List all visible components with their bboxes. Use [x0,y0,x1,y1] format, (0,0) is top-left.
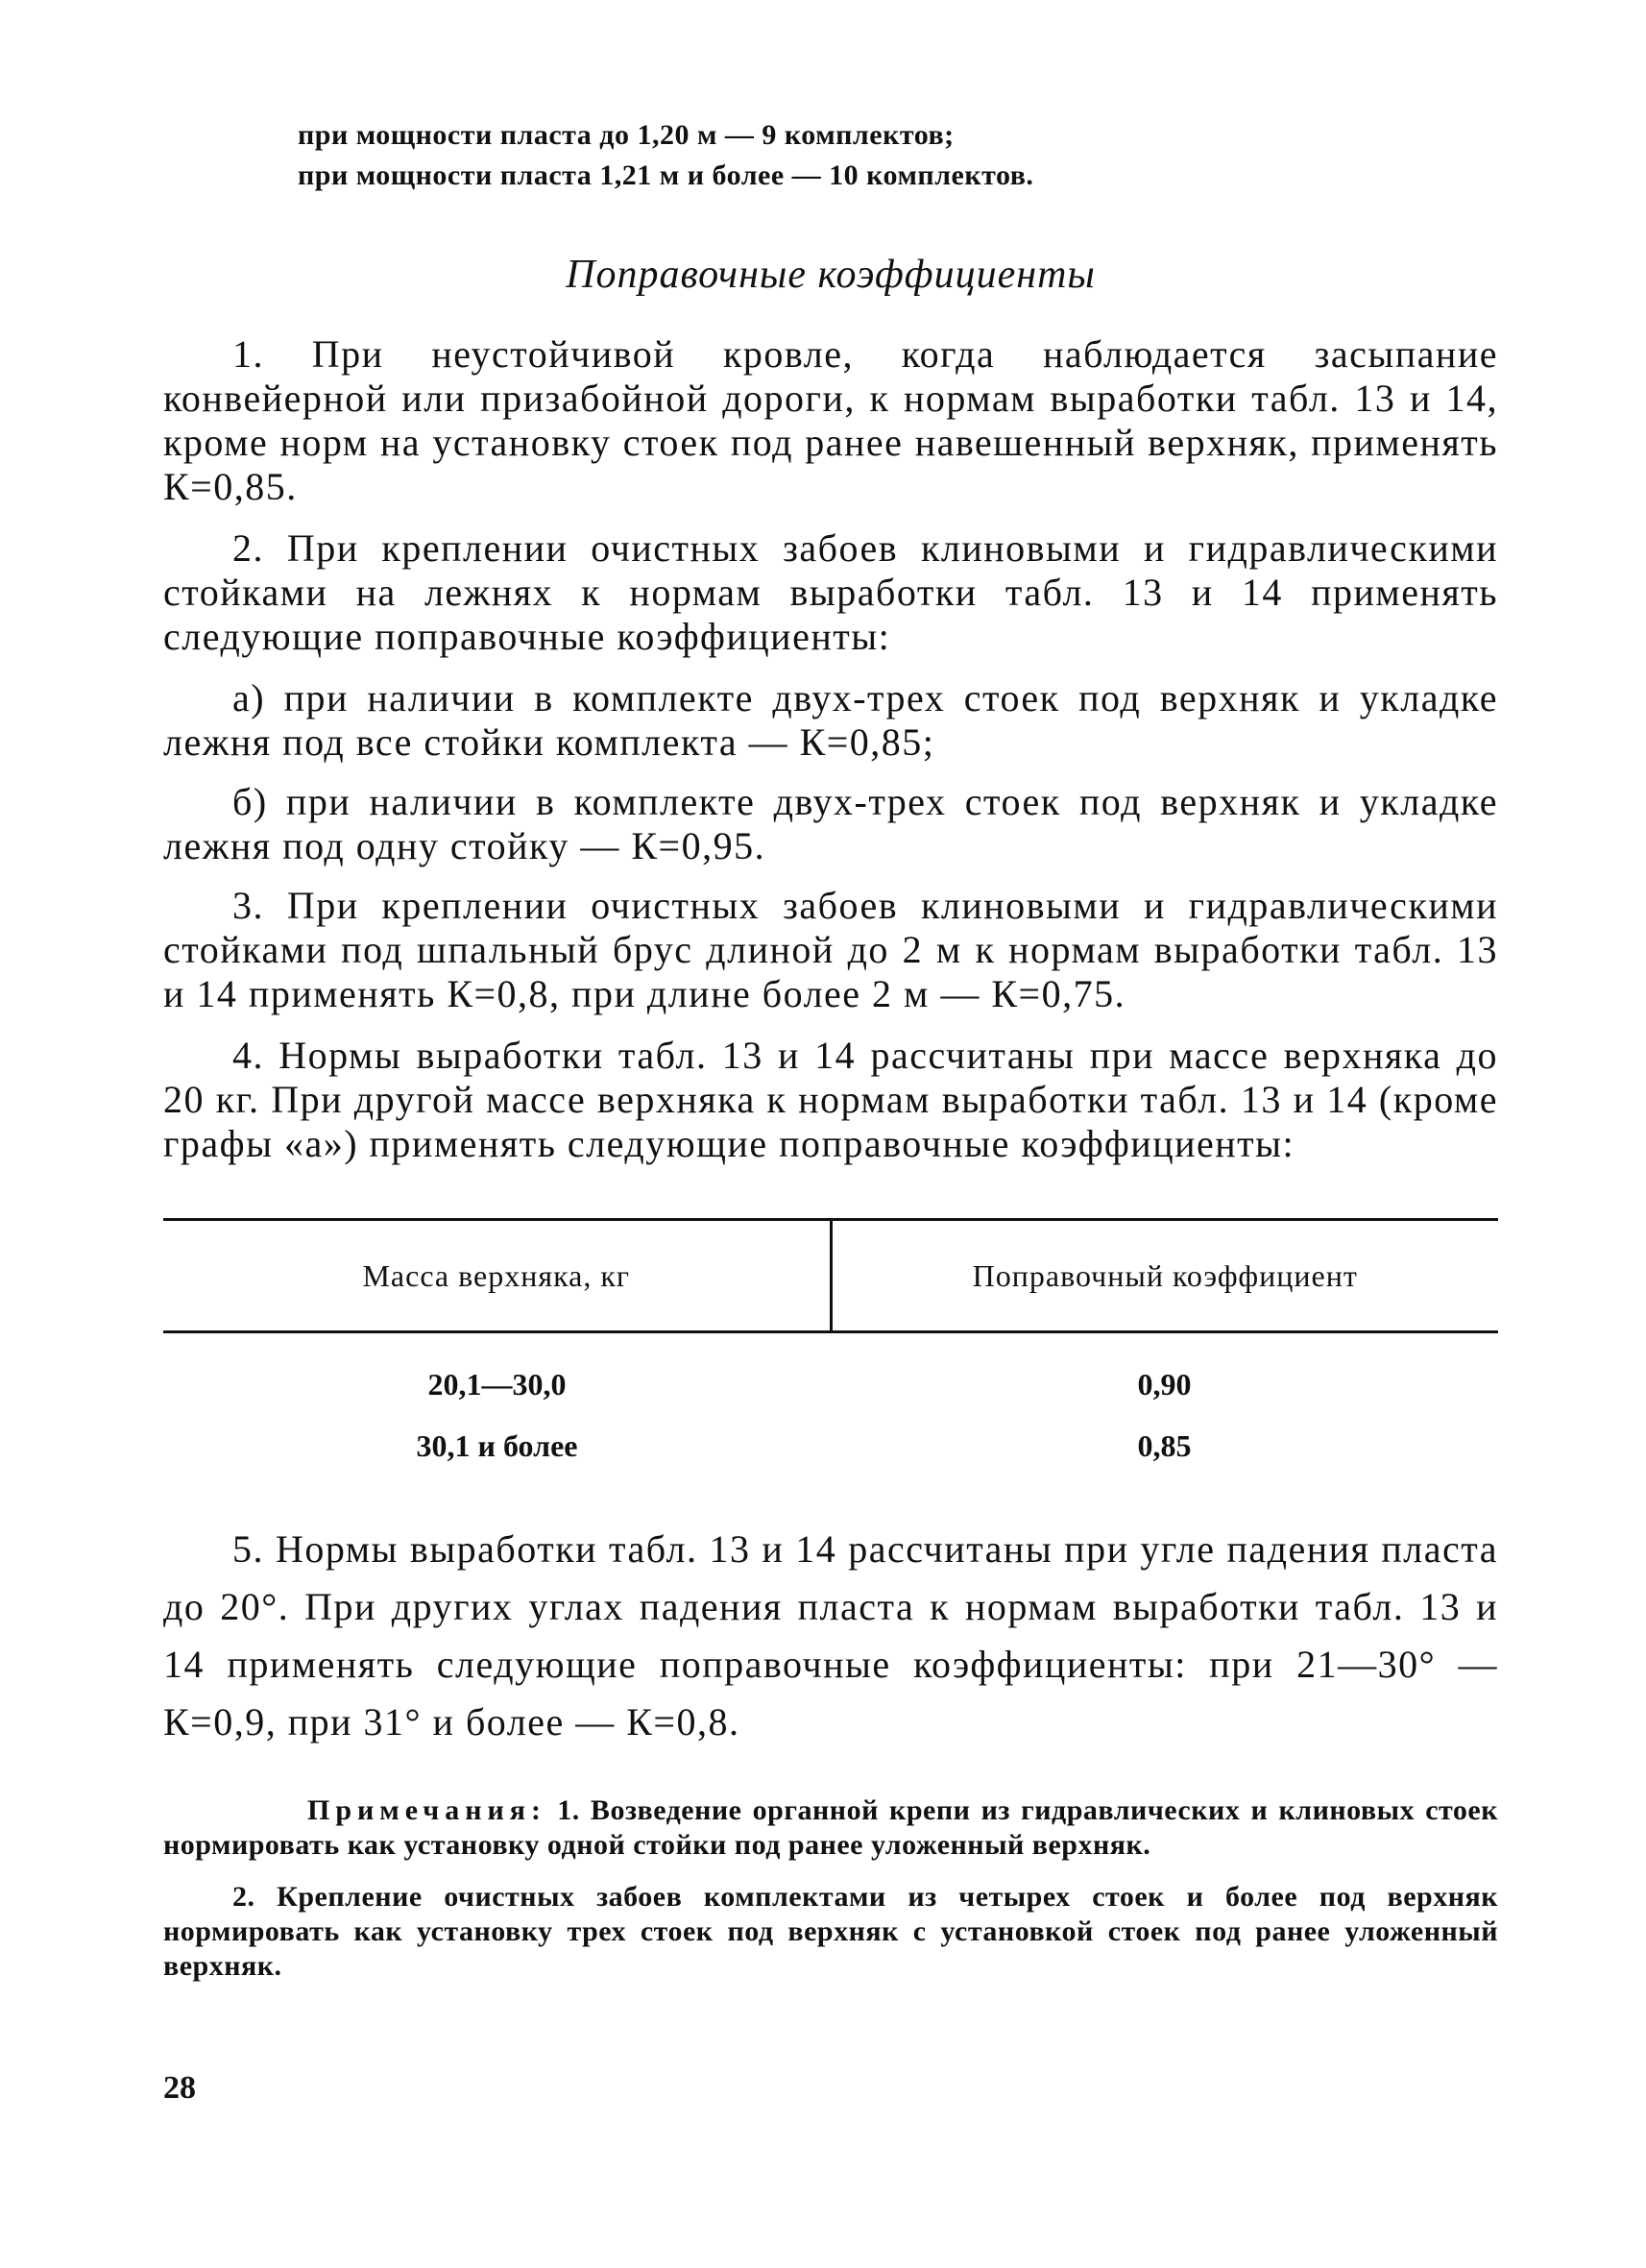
paragraph-1: 1. При неустойчивой кровле, когда наблюдается засыпание конвейерной или призабойной дороги, к нормам выработки табл. 13 и 14, кроме норм на установку стоек под ранее навешенный верхняк, применять К=0,85. [163,332,1498,508]
note-1 [163,1793,1498,1863]
paragraph-3: 3. При креплении очистных забоев клиновыми и гидравлическими стойками под шпальный брус длиной до 2 м к нормам выработки табл. 13 и 14 применять К=0,8, при длине более 2 м — К=0,75. [163,884,1498,1015]
note-2: 2. Крепление очистных забоев комплектами из четырех стоек и более под верхняк нормировать как установку трех стоек под верхняк с установкой стоек под ранее уложенный верхняк. [163,1881,1498,1982]
intro-lines [298,115,1498,196]
header-mass: Масса верхняка, кг [163,1220,831,1332]
notes-label: Примечания: [307,1794,547,1826]
paragraph-2: 2. При креплении очистных забоев клиновыми и гидравлическими стойками на лежнях к нормам выработки табл. 13 и 14 применять следующие поправочные коэффициенты: [163,526,1498,658]
paragraph-5: 5. Нормы выработки табл. 13 и 14 рассчитаны при угле падения пласта до 20°. При других углах падения пласта к нормам выработки табл. 13 и 14 применять следующие поправочные коэффициенты: при 21—30° — К=0,9, при 31° и более — К=0,8. [163,1527,1498,1744]
note-1-text: 1. Возведение органной крепи из гидравлических и клиновых стоек нормировать как установку одной стойки под ранее уложенный верхняк. [163,1794,1498,1861]
cell-mass: 30,1 и более [416,1427,578,1463]
document-page [163,115,1498,2001]
intro-line-1: при мощности пласта до 1,20 м — 9 комплектов; [298,119,955,151]
paragraph-2b: б) при наличии в комплекте двух-трех стоек под верхняк и укладке лежня под одну стойку — К=0,95. [163,780,1498,867]
paragraph-2a: а) при наличии в комплекте двух-трех стоек под верхняк и укладке лежня под все стойки комплекта — К=0,85; [163,676,1498,764]
section-title: Поправочные коэффициенты [566,253,1096,297]
coefficient-table [163,1218,1498,1476]
cell-mass: 20,1—30,0 [427,1366,567,1402]
table-row [163,1332,1498,1416]
header-coefficient: Поправочный коэффициент [831,1220,1498,1332]
paragraph-4: 4. Нормы выработки табл. 13 и 14 рассчитаны при массе верхняка до 20 кг. При другой массе верхняка к нормам выработки табл. 13 и 14 (кроме графы «а») применять следующие поправочные коэффициенты: [163,1034,1498,1165]
intro-line-2: при мощности пласта 1,21 м и более — 10 комплектов. [298,159,1034,191]
coefficient-table-wrap [163,1218,1498,1476]
notes-block [163,1793,1498,1984]
page-number: 28 [163,2070,196,2106]
table-row [163,1415,1498,1476]
cell-coefficient: 0,90 [1137,1366,1192,1402]
cell-coefficient: 0,85 [1137,1427,1192,1463]
table-header-row [163,1220,1498,1332]
